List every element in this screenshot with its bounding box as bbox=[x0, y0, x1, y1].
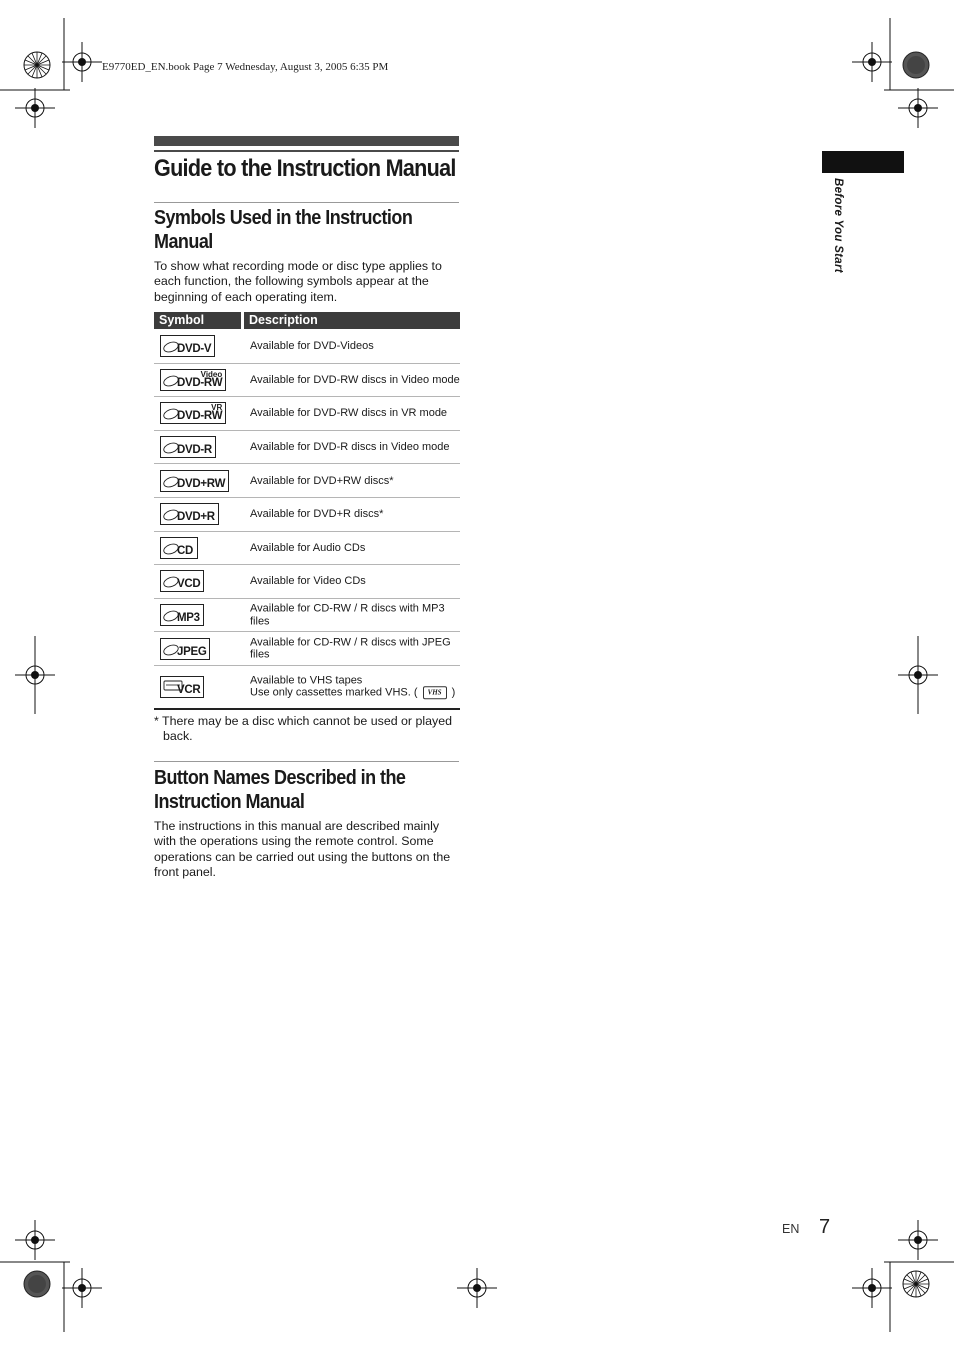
symbol-label: DVD-RW bbox=[177, 410, 223, 423]
symbol-description: Available for Video CDs bbox=[250, 575, 366, 588]
symbol-description: Available for DVD-RW discs in Video mode bbox=[250, 373, 460, 386]
vcr-description-line1: Available to VHS tapes bbox=[250, 674, 363, 687]
symbol-description: Available for DVD+RW discs* bbox=[250, 474, 394, 487]
symbol-label: DVD-RW bbox=[177, 376, 223, 389]
title-bar bbox=[154, 136, 459, 146]
dvd-plus-r-symbol-icon bbox=[160, 503, 219, 525]
vcd-symbol-icon bbox=[160, 570, 204, 592]
symbol-description: Available for DVD-RW discs in VR mode bbox=[250, 407, 448, 420]
vcr-description-close: ) bbox=[451, 687, 456, 700]
dvd-v-symbol-icon bbox=[160, 335, 215, 357]
symbol-label: VCD bbox=[177, 578, 201, 591]
symbol-label: DVD+RW bbox=[177, 477, 226, 490]
table-row bbox=[154, 330, 460, 364]
buttons-body: The instructions in this manual are described mainly with the operations using the remote control. Some operations can be carried out using the buttons on the front panel. bbox=[154, 819, 451, 880]
title-rule bbox=[154, 150, 459, 152]
dvd-rw-vr-symbol-icon bbox=[160, 402, 226, 424]
table-row bbox=[154, 397, 460, 431]
symbol-label: VCR bbox=[177, 683, 201, 696]
footer-language: EN bbox=[782, 1222, 800, 1236]
dvd-plus-rw-symbol-icon bbox=[160, 470, 229, 492]
symbol-description: Available for DVD-R discs in Video mode bbox=[250, 440, 450, 453]
symbols-intro: To show what recording mode or disc type applies to each function, the following symbols appear at the beginning of each operating item. bbox=[154, 259, 442, 304]
table-row bbox=[154, 431, 460, 465]
table-row bbox=[154, 599, 460, 633]
table-row bbox=[154, 632, 460, 666]
table-row bbox=[154, 498, 460, 532]
mp3-symbol-icon bbox=[160, 604, 204, 626]
section-divider bbox=[154, 761, 459, 762]
table-row bbox=[154, 364, 460, 398]
symbol-description: Available for DVD-Videos bbox=[250, 340, 374, 353]
vhs-logo-icon: VHS bbox=[423, 687, 447, 700]
footnote: * There may be a disc which cannot be used or played back. bbox=[154, 714, 453, 744]
buttons-section-heading: Button Names Described in the Instruction Manual bbox=[154, 767, 406, 813]
symbol-label: MP3 bbox=[177, 612, 200, 625]
symbol-description: Available for CD-RW / R discs with JPEG files bbox=[250, 636, 451, 661]
symbol-description bbox=[250, 674, 460, 700]
symbol-mode-label: VR bbox=[211, 403, 223, 413]
symbol-description: Available for DVD+R discs* bbox=[250, 508, 384, 521]
dvd-rw-video-symbol-icon bbox=[160, 369, 226, 391]
symbol-description: Available for CD-RW / R discs with MP3 files bbox=[250, 602, 445, 628]
symbols-table bbox=[154, 330, 460, 710]
table-row bbox=[154, 565, 460, 599]
symbol-label: DVD-V bbox=[177, 343, 212, 356]
book-header-info: E9770ED_EN.book Page 7 Wednesday, August 3, 2005 6:35 PM bbox=[102, 61, 389, 73]
page-title: Guide to the Instruction Manual bbox=[154, 155, 456, 182]
section-tab-marker bbox=[822, 151, 904, 173]
side-tab-label: Before You Start bbox=[832, 178, 844, 273]
symbol-label: CD bbox=[177, 544, 194, 557]
vcr-description-line2: Use only cassettes marked VHS. ( bbox=[250, 687, 418, 700]
dvd-r-symbol-icon bbox=[160, 436, 216, 458]
symbol-mode-label: Video bbox=[200, 369, 223, 379]
section-divider bbox=[154, 202, 459, 203]
table-header-symbol: Symbol bbox=[154, 312, 241, 329]
symbol-label: DVD+R bbox=[177, 511, 215, 524]
table-row bbox=[154, 666, 460, 710]
jpeg-symbol-icon bbox=[160, 638, 210, 660]
table-row bbox=[154, 464, 460, 498]
symbols-section-heading: Symbols Used in the Instruction Manual bbox=[154, 207, 413, 253]
cd-symbol-icon bbox=[160, 537, 198, 559]
page-number: 7 bbox=[819, 1216, 831, 1238]
symbol-label: JPEG bbox=[177, 645, 207, 658]
table-row bbox=[154, 532, 460, 566]
symbol-label: DVD-R bbox=[177, 444, 212, 457]
vcr-symbol-icon bbox=[160, 676, 204, 698]
table-header-description: Description bbox=[244, 312, 460, 329]
symbol-description: Available for Audio CDs bbox=[250, 541, 366, 554]
